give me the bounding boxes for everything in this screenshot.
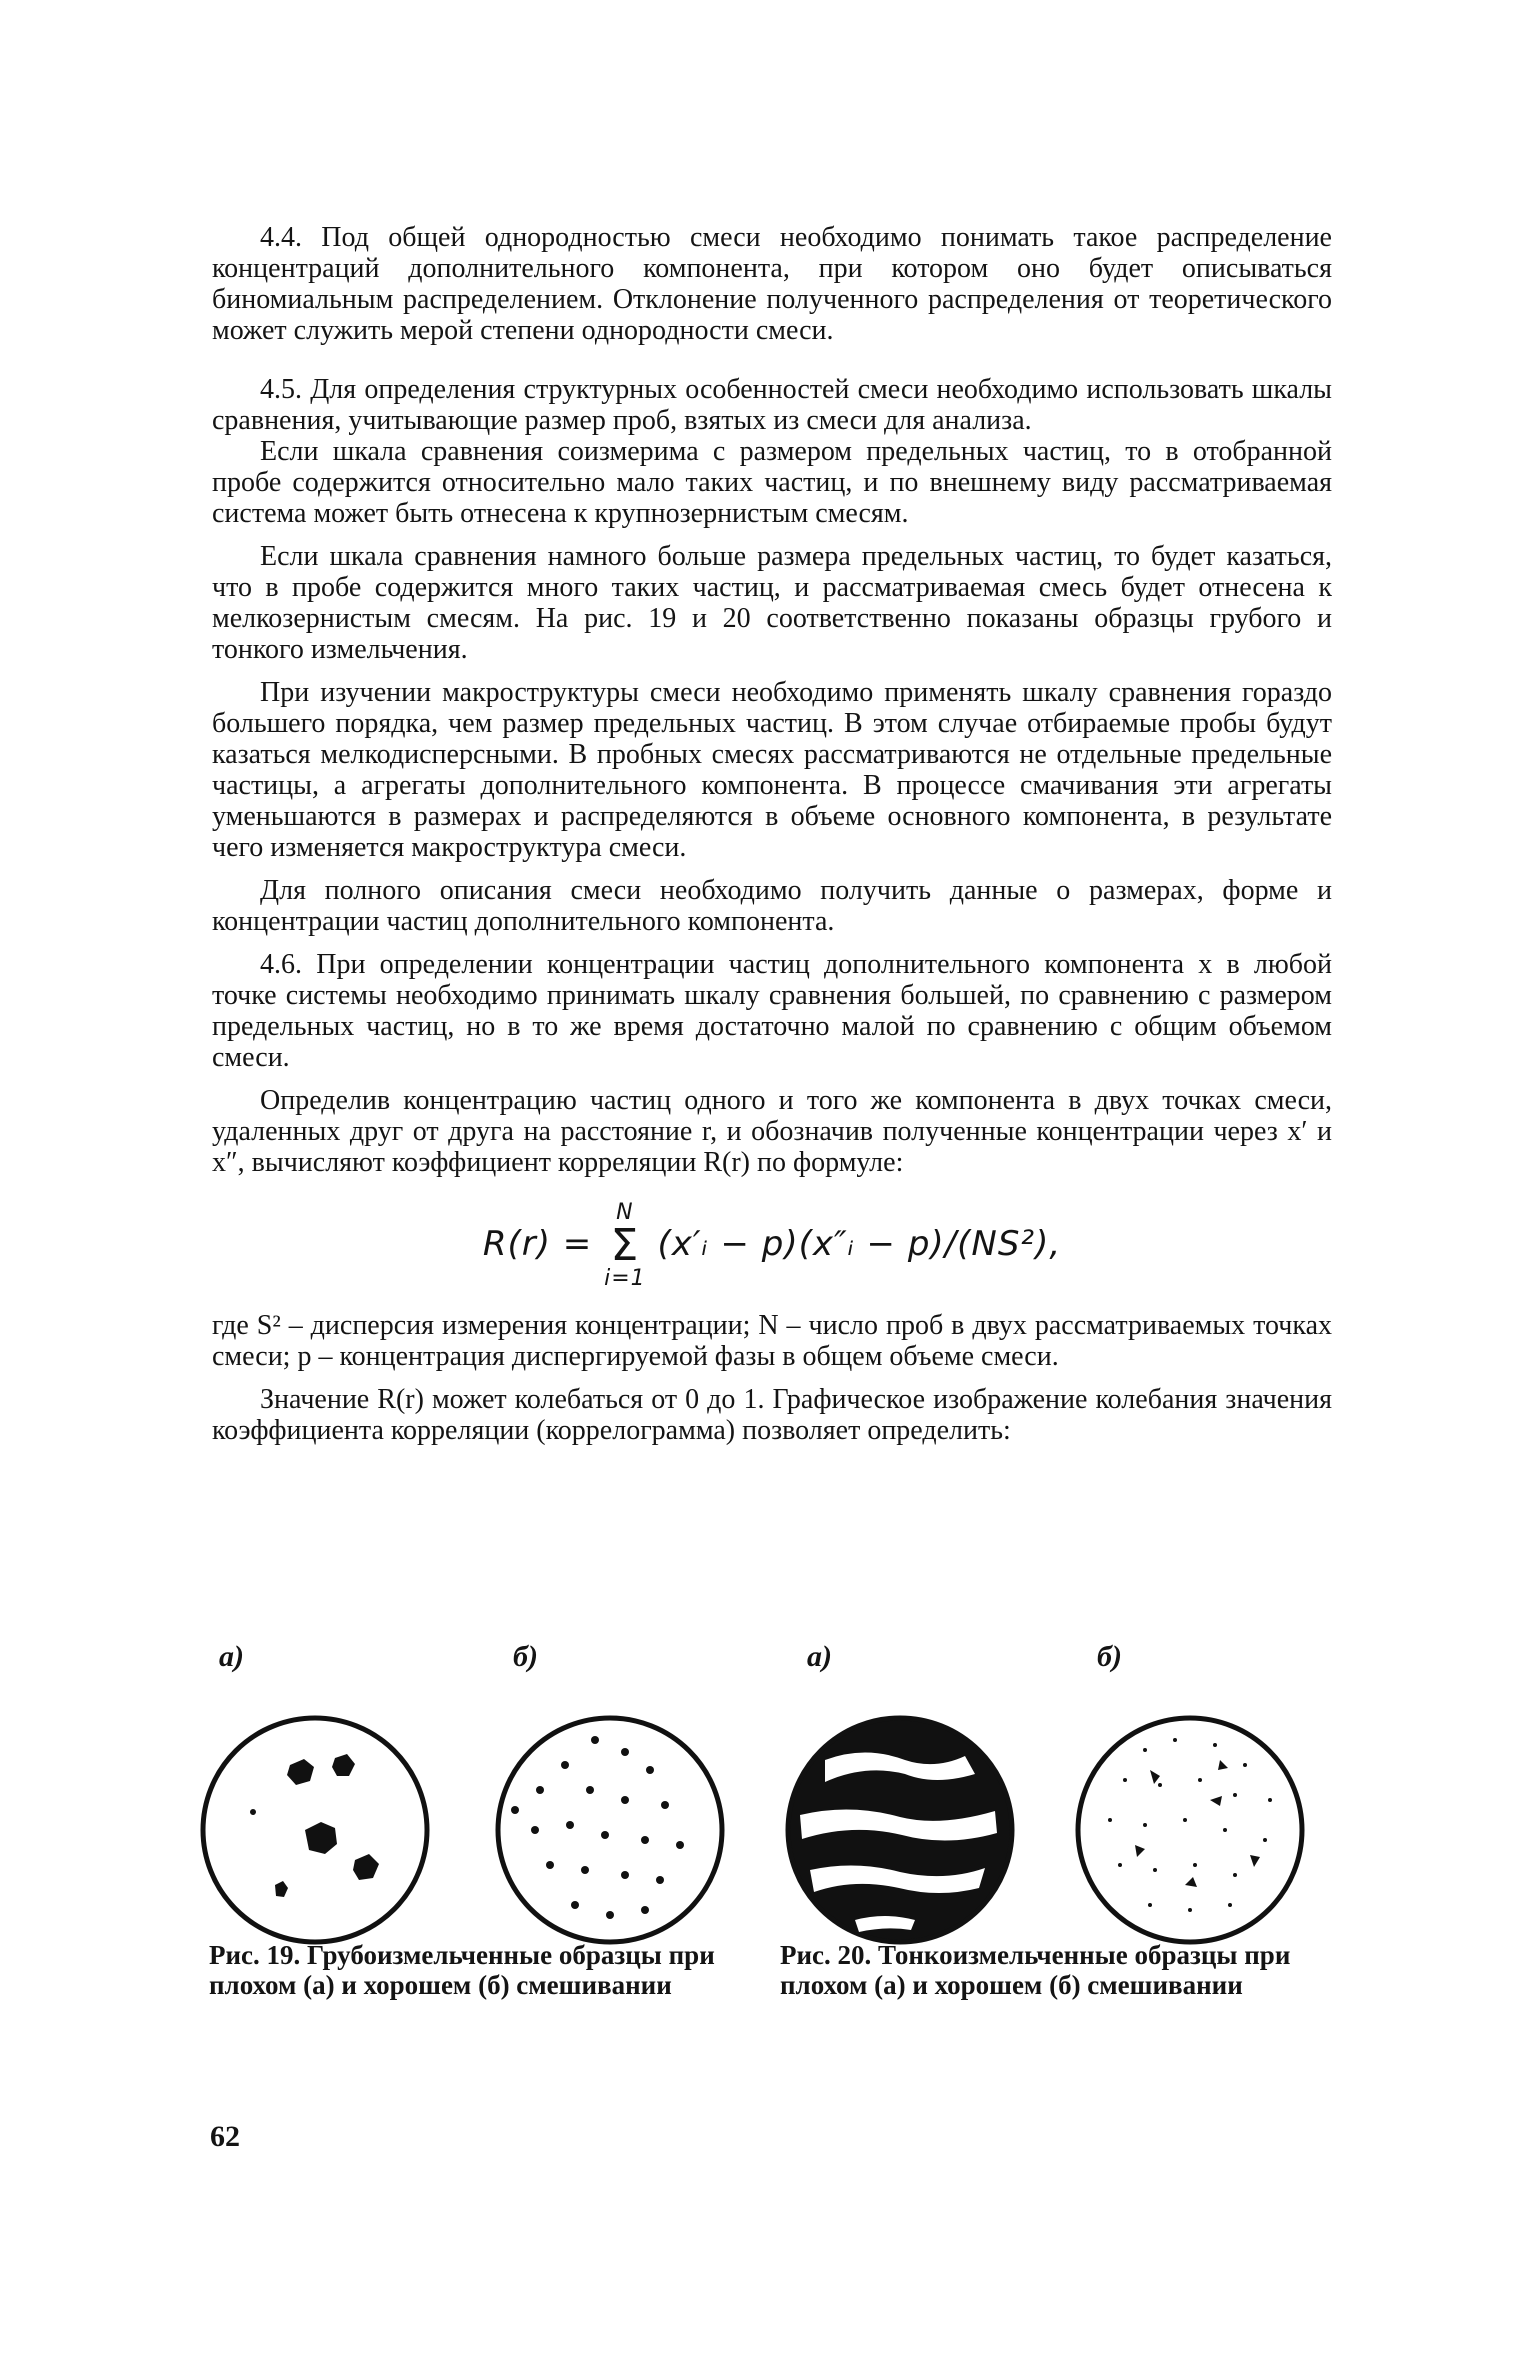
formula-body: (x′ᵢ − p)(x″ᵢ − p)/(NS²), [657,1224,1062,1264]
sample-drawings [195,1680,1325,1980]
paragraph: Определив концентрацию частиц одного и того же компонента в двух точках смеси, удаленных друг от друга на расстояние r, и обозначив полученные концентрации через x′ и x″, вычисляют коэффициент корреляции R(r) по формуле: [212,1085,1332,1178]
page-number: 62 [210,2120,240,2153]
paragraph: где S² – дисперсия измерения концентрации; N – число проб в двух рассматриваемых точках смеси; p – концентрация диспергируемой фазы в общем объеме смеси. [212,1310,1332,1372]
paragraph: Для полного описания смеси необходимо получить данные о размерах, форме и концентрации частиц дополнительного компонента. [212,875,1332,937]
fig20b-circle [1078,1718,1302,1942]
sum-symbol [604,1200,646,1292]
figures-area [195,1640,1325,2000]
correlation-formula [212,1184,1332,1304]
fig19-label-b: б) [513,1640,538,1673]
paragraph-4-6: 4.6. При определении концентрации частиц дополнительного компонента x в любой точке системы необходимо принимать шкалу сравнения большей, по сравнению с размером предельных частиц, но в то же время достаточно малой по сравнению с общим объемом смеси. [212,949,1332,1073]
paragraph: Если шкала сравнения соизмерима с размером предельных частиц, то в отобранной пробе содержится относительно мало таких частиц, и по внешнему виду рассматриваемая система может быть отнесена к крупнозернистым смесям. [212,436,1332,529]
fig19b-circle [498,1718,722,1942]
paragraph-4-4: 4.4. Под общей однородностью смеси необходимо понимать такое распределение концентраций дополнительного компонента, при котором оно будет описываться биномиальным распределением. Отклонение полученного распределения от теоретического может служить мерой степени однородности смеси. [212,222,1332,346]
figure-19-caption: Рис. 19. Грубоизмельченные образцы при плохом (а) и хорошем (б) смешивании [209,1940,715,2000]
paragraph-4-5: 4.5. Для определения структурных особенностей смеси необходимо использовать шкалы сравнения, учитывающие размер проб, взятых из смеси для анализа. [212,374,1332,436]
sum-bottom: i=1 [604,1265,646,1291]
paragraph: При изучении макроструктуры смеси необходимо применять шкалу сравнения гораздо большего порядка, чем размер предельных частиц. В этом случае отбираемые пробы будут казаться мелкодисперсными. В пробных смесях рассматриваются не отдельные предельные частицы, а агрегаты дополнительного компонента. В процессе смачивания эти агрегаты уменьшаются в размерах и распределяются в объеме основного компонента, в результате чего изменяется макроструктура смеси. [212,677,1332,863]
body-text [212,222,1332,1446]
fig20a-circle [788,1718,1012,1942]
formula-lhs: R(r) = [482,1224,593,1264]
fig20-label-a: а) [807,1640,832,1673]
fig20-label-b: б) [1097,1640,1122,1673]
fig19a-circle [203,1718,427,1942]
figure-20-caption: Рис. 20. Тонкоизмельченные образцы при плохом (а) и хорошем (б) смешивании [780,1940,1291,2000]
paragraph: Если шкала сравнения намного больше размера предельных частиц, то будет казаться, что в пробе содержится много таких частиц, и рассматриваемая смесь будет отнесена к мелкозернистым смесям. На рис. 19 и 20 соответственно показаны образцы грубого и тонкого измельчения. [212,541,1332,665]
fig19-label-a: а) [219,1640,244,1673]
sigma-icon: Σ [610,1219,640,1271]
sum-top: N [616,1199,634,1225]
paragraph: Значение R(r) может колебаться от 0 до 1. Графическое изображение колебания значения коэффициента корреляции (коррелограмма) позволяет определить: [212,1384,1332,1446]
